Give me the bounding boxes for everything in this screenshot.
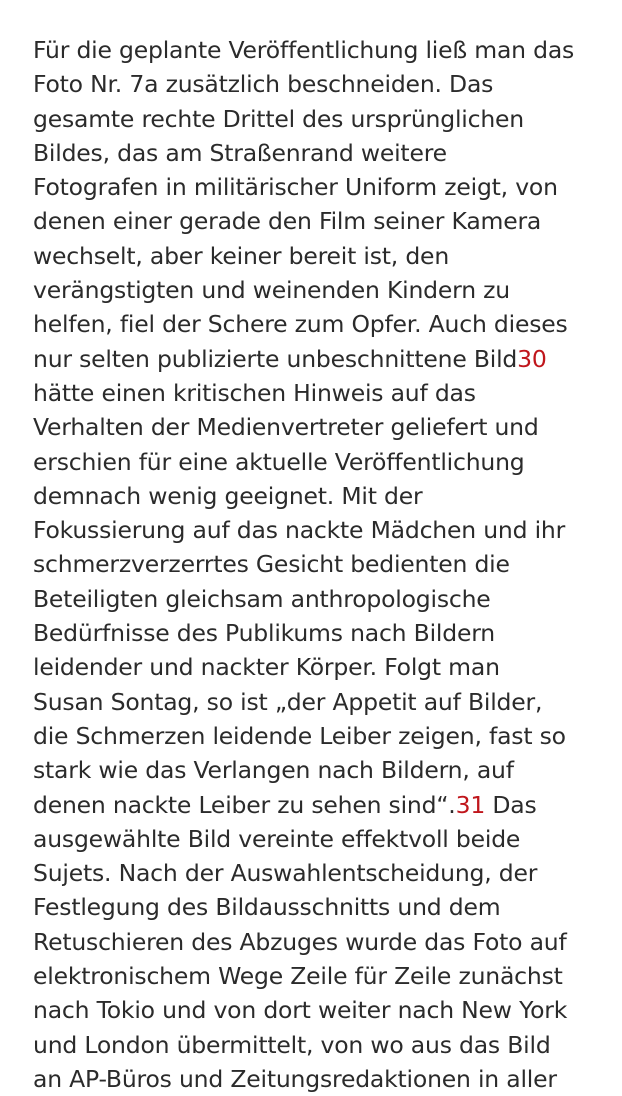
text-segment: denen nackte Leiber zu sehen sind“. bbox=[33, 790, 456, 819]
text-line: gesamte rechte Drittel des ursprünglichen bbox=[33, 104, 524, 133]
text-line: Fokussierung auf das nackte Mädchen und ihr bbox=[33, 516, 566, 545]
text-line: Festlegung des Bildausschnitts und dem bbox=[33, 893, 501, 922]
text-line: Verhalten der Medienvertreter geliefert und bbox=[33, 413, 539, 442]
text-line: nach Tokio und von dort weiter nach New York bbox=[33, 996, 568, 1025]
text-line: erschien für eine aktuelle Veröffentlichung bbox=[33, 447, 525, 476]
text-line: stark wie das Verlangen nach Bildern, auf bbox=[33, 756, 514, 785]
text-line: wechselt, aber keiner bereit ist, den bbox=[33, 241, 450, 270]
text-line: an AP-Büros und Zeitungsredaktionen in aller bbox=[33, 1064, 557, 1093]
text-line: Bedürfnisse des Publikums nach Bildern bbox=[33, 619, 495, 648]
paragraph bbox=[33, 33, 613, 1096]
text-line: Beteiligten gleichsam anthropologische bbox=[33, 584, 491, 613]
text-segment: nur selten publizierte unbeschnittene Bild bbox=[33, 344, 518, 373]
text-line bbox=[33, 342, 613, 376]
text-line: die Schmerzen leidende Leiber zeigen, fast so bbox=[33, 721, 566, 750]
text-line: Fotografen in militärischer Uniform zeigt, von bbox=[33, 173, 558, 202]
text-line: demnach wenig geeignet. Mit der bbox=[33, 481, 423, 510]
text-line: denen einer gerade den Film seiner Kamera bbox=[33, 207, 542, 236]
footnote-link-30[interactable]: 30 bbox=[517, 344, 547, 373]
text-segment: Das bbox=[485, 790, 537, 819]
text-line: Sujets. Nach der Auswahlentscheidung, der bbox=[33, 859, 538, 888]
article-body bbox=[33, 33, 613, 1096]
text-line bbox=[33, 788, 613, 822]
text-line: helfen, fiel der Schere zum Opfer. Auch dieses bbox=[33, 310, 568, 339]
text-line: hätte einen kritischen Hinweis auf das bbox=[33, 378, 476, 407]
footnote-link-31[interactable]: 31 bbox=[455, 790, 486, 819]
text-line: Für die geplante Veröffentlichung ließ man das bbox=[33, 36, 575, 64]
text-line: leidender und nackter Körper. Folgt man bbox=[33, 653, 500, 682]
text-line: Foto Nr. 7a zusätzlich beschneiden. Das bbox=[33, 70, 494, 99]
text-line: Bildes, das am Straßenrand weitere bbox=[33, 138, 447, 167]
text-line: und London übermittelt, von wo aus das Bild bbox=[33, 1030, 551, 1059]
text-line: elektronischem Wege Zeile für Zeile zunächst bbox=[33, 962, 563, 991]
text-line: Susan Sontag, so ist „der Appetit auf Bilder, bbox=[33, 687, 543, 716]
text-line: verängstigten und weinenden Kindern zu bbox=[33, 276, 510, 305]
text-line: Retuschieren des Abzuges wurde das Foto auf bbox=[33, 927, 567, 956]
text-line: schmerzverzerrtes Gesicht bedienten die bbox=[33, 550, 510, 579]
text-line: ausgewählte Bild vereinte effektvoll beide bbox=[33, 824, 521, 853]
